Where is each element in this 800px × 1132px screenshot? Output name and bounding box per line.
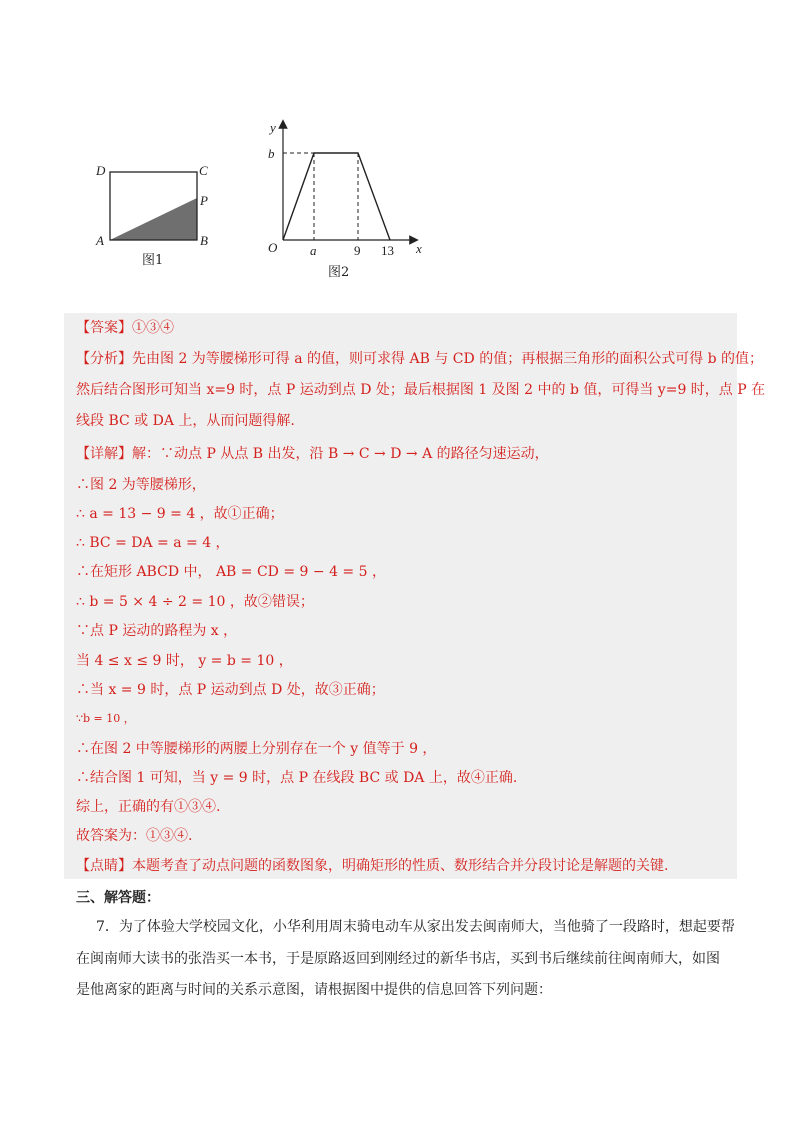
- label-9: 9: [354, 243, 361, 258]
- label-x: x: [416, 241, 422, 256]
- label-P: P: [200, 193, 208, 208]
- label-13: 13: [381, 243, 394, 258]
- label-A: A: [96, 233, 104, 248]
- detail-line-2: ∴图 2 为等腰梯形，: [76, 477, 206, 493]
- label-D: D: [96, 163, 106, 178]
- detail-line-12: ∴结合图 1 可知，当 y = 9 时，点 P 在线段 BC 或 DA 上，故④正确.: [76, 770, 518, 786]
- analysis-text-1: 先由图 2 为等腰梯形可得 a 的值，则可求得 AB 与 CD 的值；再根据三角形的面积公式可得 b 的值；: [132, 351, 764, 367]
- detail-line-13: 综上，正确的有①③④.: [76, 799, 221, 815]
- detail-line-8: 当 4 ≤ x ≤ 9 时， y = b = 10 ，: [76, 653, 293, 669]
- figure-2-caption: 图2: [328, 265, 350, 280]
- comment-tag: 【点睛】: [76, 858, 132, 874]
- analysis-tag: 【分析】: [76, 351, 132, 367]
- comment-line: [76, 857, 668, 875]
- shaded-triangle: [110, 198, 197, 240]
- detail-line-3: ∴ a = 13 − 9 = 4 ，故①正确；: [76, 506, 284, 522]
- label-a: a: [310, 243, 317, 258]
- label-b: b: [268, 146, 275, 161]
- detail-line-5: ∴在矩形 ABCD 中， AB = CD = 9 − 4 = 5 ，: [76, 564, 386, 580]
- detail-line-6: ∴ b = 5 × 4 ÷ 2 = 10 ，故②错误；: [76, 594, 314, 610]
- question-7-line-3: 是他离家的距离与时间的关系示意图，请根据图中提供的信息回答下列问题：: [76, 982, 552, 998]
- figure-1-caption: 图1: [142, 253, 164, 268]
- detail-line-1: [76, 445, 549, 463]
- detail-line-11: ∴在图 2 中等腰梯形的两腰上分别存在一个 y 值等于 9 ，: [76, 741, 437, 757]
- answer-value: ①③④: [132, 320, 174, 336]
- question-7-line-1: 7．为了体验大学校园文化，小华利用周末骑电动车从家出发去闽南师大，当他骑了一段路时，想起要帮: [96, 919, 735, 935]
- comment-text: 本题考查了动点问题的函数图象，明确矩形的性质、数形结合并分段讨论是解题的关键.: [132, 858, 669, 874]
- analysis-line-1: [76, 350, 763, 368]
- section-title: 三、解答题：: [76, 890, 160, 906]
- answer-tag: 【答案】: [76, 320, 132, 336]
- detail-line-10: ∵b = 10 ，: [76, 712, 135, 725]
- label-O: O: [268, 240, 278, 255]
- figure-1: [88, 158, 218, 270]
- answer-line: [76, 319, 174, 337]
- detail-line-4: ∴ BC = DA = a = 4 ，: [76, 535, 230, 551]
- analysis-line-2: 然后结合图形可知当 x=9 时，点 P 运动到点 D 处；最后根据图 1 及图 2 中的 b 值，可得当 y=9 时，点 P 在: [76, 382, 766, 398]
- detail-tag: 【详解】: [76, 446, 132, 462]
- detail-line-14: 故答案为：①③④.: [76, 828, 193, 844]
- analysis-line-3: 线段 BC 或 DA 上，从而问题得解.: [76, 413, 295, 429]
- question-7-line-2: 在闽南师大读书的张浩买一本书，于是原路返回到刚经过的新华书店，买到书后继续前往闽南师大，如图: [76, 951, 720, 967]
- figure-2: [262, 118, 432, 288]
- detail-line-7: ∵点 P 运动的路程为 x ，: [76, 623, 238, 639]
- label-y: y: [270, 120, 276, 135]
- label-B: B: [200, 233, 208, 248]
- trapezoid-graph: [283, 153, 390, 240]
- label-C: C: [199, 163, 208, 178]
- detail-text-1: 解：∵动点 P 从点 B 出发，沿 B → C → D → A 的路径匀速运动，: [132, 446, 549, 462]
- detail-line-9: ∴当 x = 9 时，点 P 运动到点 D 处，故③正确；: [76, 682, 385, 698]
